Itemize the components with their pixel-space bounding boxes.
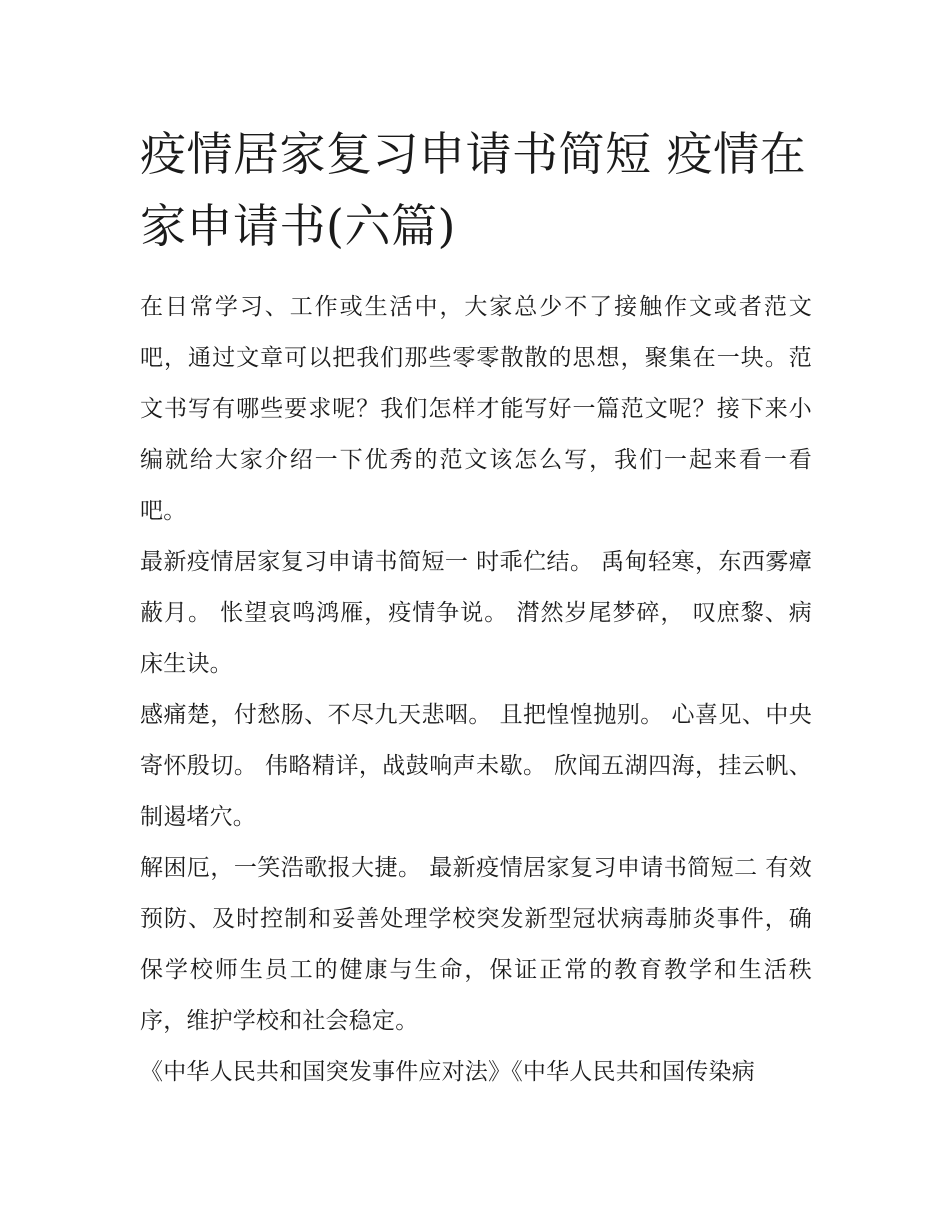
document-body — [140, 118, 812, 1098]
paragraph-poem-part-2: 感痛楚，付愁肠、不尽九天悲咽。 且把惶惶抛别。 心喜见、中央寄怀殷切。 伟略精详，战鼓响声未歇。 欣闻五湖四海，挂云帆、制遏堵穴。 — [140, 702, 812, 830]
paragraph-section-two: 解困厄，一笑浩歌报大捷。 最新疫情居家复习申请书简短二 有效预防、及时控制和妥善处理学校突发新型冠状病毒肺炎事件，确保学校师生员工的健康与生命，保证正常的教育教学和生活秩序，维护学校和社会稳定。 — [140, 855, 812, 1034]
document-title: 疫情居家复习申请书简短 疫情在家申请书(六篇) — [140, 127, 807, 253]
paragraph-poem-part-1: 最新疫情居家复习申请书简短一 时乖伫结。 禹甸轻寒，东西雾瘴蔽月。 怅望哀鸣鸿雁，疫情争说。 潸然岁尾梦碎， 叹庶黎、病床生诀。 — [140, 549, 812, 677]
paragraph-legal-basis: 《中华人民共和国突发事件应对法》《中华人民共和国传染病 — [140, 1059, 755, 1085]
paragraph-intro: 在日常学习、工作或生活中，大家总少不了接触作文或者范文吧，通过文章可以把我们那些零零散散的思想，聚集在一块。范文书写有哪些要求呢？我们怎样才能写好一篇范文呢？接下来小编就给大家介绍一下优秀的范文该怎么写，我们一起来看一看吧。 — [140, 294, 812, 524]
